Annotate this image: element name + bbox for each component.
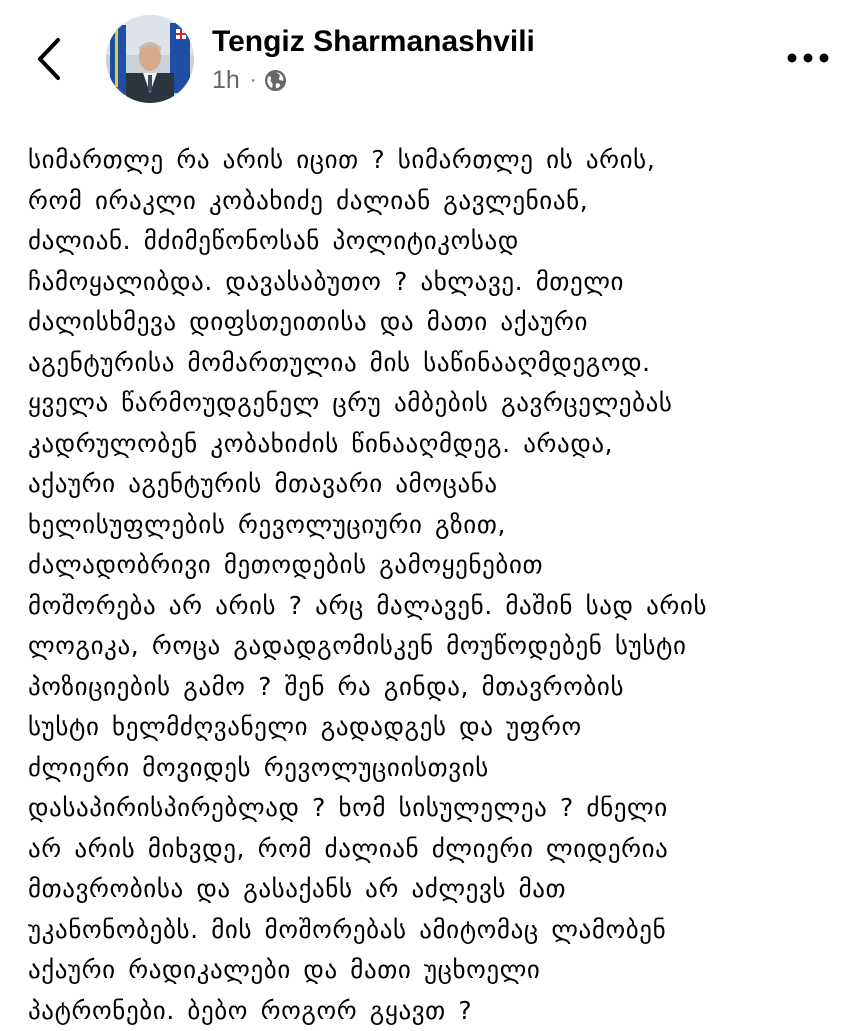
more-horizontal-icon xyxy=(786,48,830,68)
avatar[interactable] xyxy=(106,15,194,103)
back-button[interactable] xyxy=(30,36,70,82)
meta-separator: · xyxy=(249,68,257,91)
author-name[interactable]: Tengiz Sharmanashvili xyxy=(212,25,535,58)
post-meta xyxy=(212,64,287,96)
chevron-left-icon xyxy=(30,36,70,82)
post-text: სიმართლე რა არის იცით ? სიმართლე ის არის, რომ ირაკლი კობახიძე ძალიან გავლენიან, ძალიან. მძიმეწონოსან პოლიტიკოსად ჩამოყალიბდა. დავასაბუთო ? ახლავე. მთელი ძალისხმევა დიფსთეითისა და მათი აქაური აგენტურისა მომართულია მის საწინააღმდეგოდ. ყველა წარმოუდგენელ ცრუ ამბების გავრცელებას კადრულობენ კობახიძის წინააღმდეგ. არადა, აქაური აგენტურის მთავარი ამოცანა ხელისუფლების რევოლუციური გზით, ძალადობრივი მეთოდების გამოყენებით მოშორება არ არის ? არც მალავენ. მაშინ სად არის ლოგიკა, როცა გადადგომისკენ მოუწოდებენ სუსტი პოზიციების გამო ? შენ რა გინდა, მთავრობის სუსტი ხელმძღვანელი გადადგეს და უფრო ძლიერი მოვიდეს რევოლუციისთვის დასაპირისპირებლად ? ხომ სისულელეა ? ძნელი არ არის მიხვდე, რომ ძალიან ძლიერი ლიდერია მთავრობისა და გასაქანს არ აძლევს მათ უკანონობებს. მის მოშორებას ამიტომაც ლამობენ აქაური რადიკალები და მათი უცხოელი პატრონები. ბებო როგორ გყავთ ? xyxy=(28,145,708,1025)
more-options-button[interactable] xyxy=(786,48,830,68)
post-time[interactable]: 1h xyxy=(212,65,240,94)
globe-icon[interactable] xyxy=(264,69,287,92)
avatar-image xyxy=(106,15,194,103)
post-header xyxy=(0,0,860,120)
